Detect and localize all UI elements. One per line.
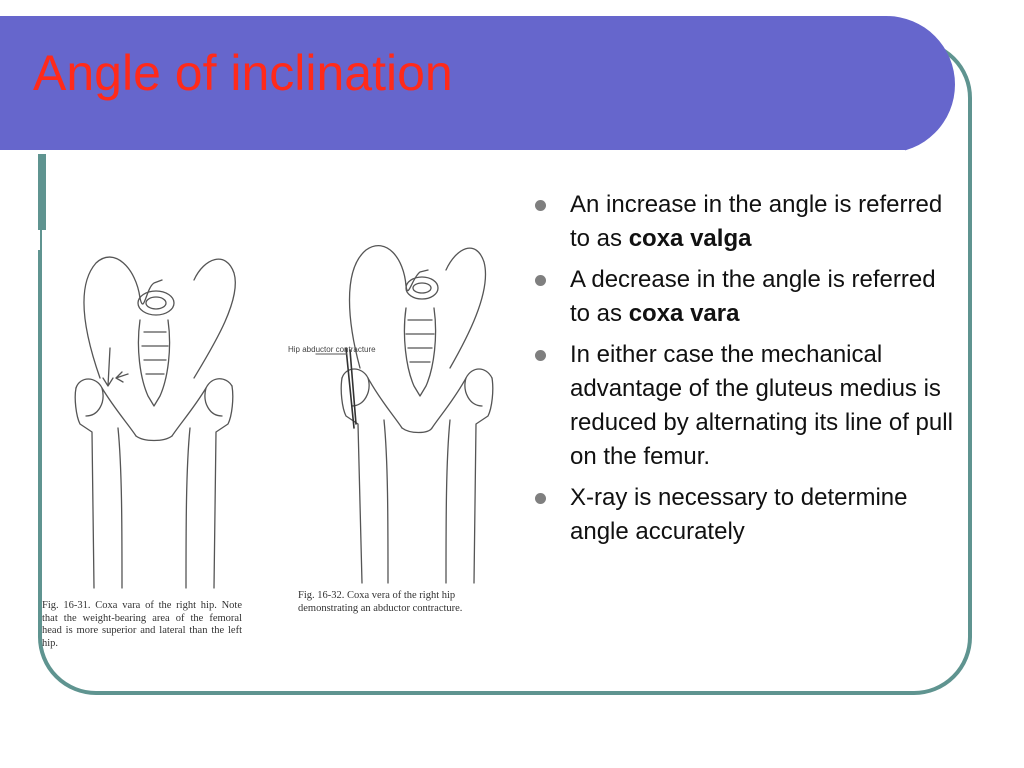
- bullet-text: An increase in the angle is referred to as: [570, 191, 943, 252]
- left-pelvis-drawing: [75, 257, 235, 588]
- bullet-dot-icon: [535, 493, 546, 504]
- bullet-list: [535, 188, 955, 556]
- bullet-dot-icon: [535, 200, 546, 211]
- bullet-text: A decrease in the angle is referred to as: [570, 266, 936, 327]
- figure-area: [36, 228, 506, 683]
- left-accent-bar: [38, 152, 46, 230]
- bullet-text: In either case the mechanical advantage of the gluteus medius is reduced by alternating its line of pull on the femur.: [570, 341, 953, 470]
- left-figure-caption: Fig. 16-31. Coxa vara of the right hip. Note that the weight-bearing area of the femoral head is more superior and lateral than the left hip.: [42, 600, 242, 649]
- bullet-item-coxa-valga: [535, 188, 955, 256]
- bullet-dot-icon: [535, 275, 546, 286]
- frame-gap: [0, 140, 40, 250]
- right-pelvis-drawing: [288, 246, 493, 583]
- bullet-bold-term: coxa vara: [628, 300, 740, 327]
- bullet-item-gluteus: [535, 338, 955, 474]
- right-figure-caption: Fig. 16-32. Coxa vera of the right hip demonstrating an abductor contracture.: [298, 590, 463, 614]
- bullet-bold-term: coxa valga: [628, 225, 752, 252]
- slide-title: Angle of inclination: [33, 45, 453, 101]
- bullet-dot-icon: [535, 350, 546, 361]
- title-underline: [0, 150, 905, 154]
- bullet-text: X-ray is necessary to determine angle accurately: [570, 484, 908, 545]
- right-figure-label: Hip abductor contracture: [288, 345, 376, 354]
- bullet-item-xray: [535, 481, 955, 549]
- bullet-item-coxa-vara: [535, 263, 955, 331]
